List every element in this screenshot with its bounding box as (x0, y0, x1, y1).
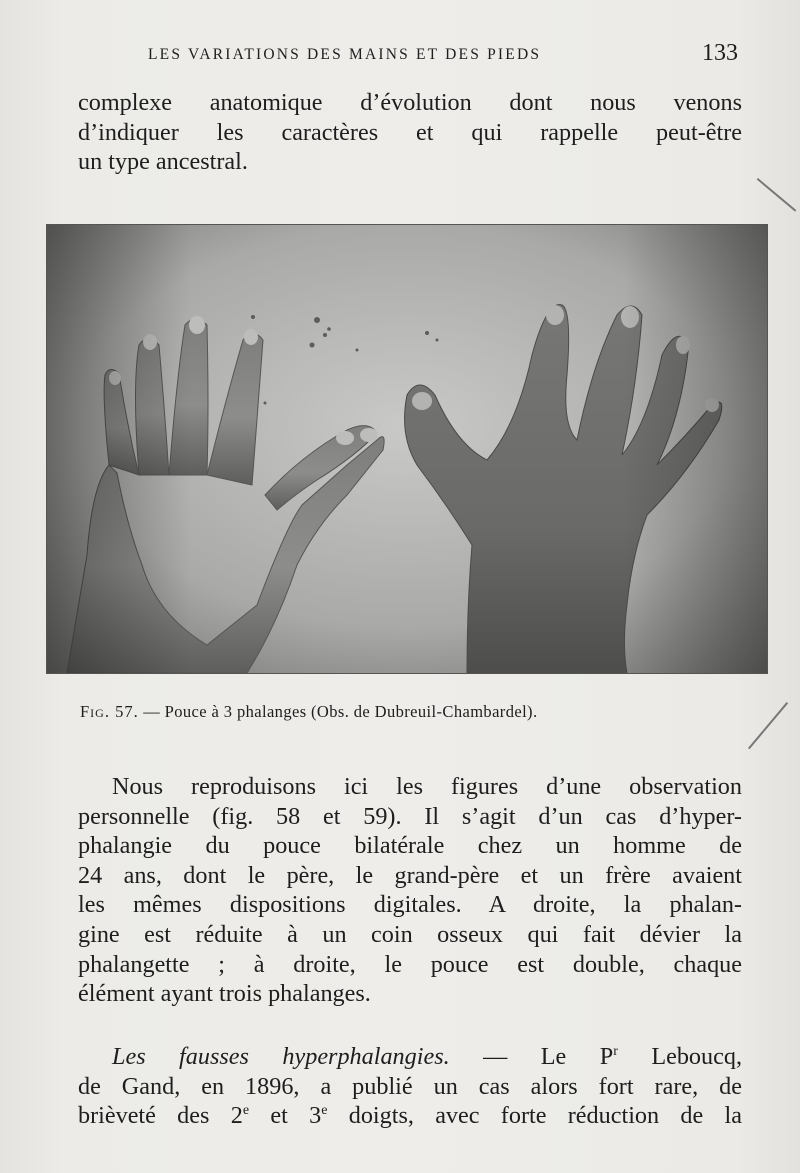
superscript: e (242, 1103, 250, 1119)
margin-mark (748, 702, 788, 749)
paragraph-1-line: d’indiquer les caractères et qui rappelle peut-être (78, 118, 742, 146)
paragraph-2 (78, 772, 742, 1009)
running-title: LES VARIATIONS DES MAINS ET DES PIEDS (148, 46, 542, 63)
paragraph-1-line: complexe anatomique d’évolution dont nous venons (78, 89, 742, 116)
paragraph-2-line: phalangette ; à droite, le pouce est double, chaque (78, 950, 742, 978)
paragraph-3-text: — Le P (449, 1043, 614, 1070)
paragraph-2-line: gine est réduite à un coin osseux qui fait dévier la (78, 920, 742, 948)
paragraph-3-text: brièveté des 2 (78, 1102, 243, 1130)
paragraph-3-line: de Gand, en 1896, a publié un cas alors fort rare, de (78, 1072, 742, 1100)
running-head (148, 40, 738, 68)
figure-caption-text: — Pouce à 3 phalanges (Obs. de Dubreuil-Chambardel). (138, 702, 538, 721)
paragraph-2-line: Nous reproduisons ici les figures d’une observation (112, 773, 742, 800)
paragraph-3 (78, 1042, 742, 1131)
paragraph-2-line: 24 ans, dont le père, le grand-père et un frère avaient (78, 861, 742, 889)
paragraph-3-text: Leboucq, (617, 1043, 742, 1070)
paragraph-2-line: les mêmes dispositions digitales. A droite, la phalan- (78, 891, 742, 919)
paragraph-2-line: phalangie du pouce bilatérale chez un homme de (78, 832, 742, 860)
paragraph-3-text: et 3 (249, 1102, 322, 1130)
paragraph-1-line: un type ancestral. (78, 148, 248, 176)
figure-label: Fig. 57. (80, 702, 139, 721)
paragraph-2-line: personnelle (fig. 58 et 59). Il s’agit d’un cas d’hyper- (78, 802, 742, 830)
figure-caption (80, 702, 740, 722)
paragraph-3-line (78, 1042, 742, 1072)
paragraph-3-line (78, 1101, 742, 1131)
page-number: 133 (702, 40, 738, 66)
paragraph-3-text: doigts, avec forte réduction de la (327, 1102, 742, 1130)
superscript: r (613, 1043, 618, 1059)
superscript: e (321, 1103, 328, 1119)
figure-photo-hands (46, 224, 768, 674)
margin-mark (757, 178, 796, 211)
section-heading: Les fausses hyperphalangies. (112, 1043, 450, 1070)
paragraph-1 (78, 88, 742, 177)
paragraph-2-line: élément ayant trois phalanges. (78, 980, 371, 1008)
